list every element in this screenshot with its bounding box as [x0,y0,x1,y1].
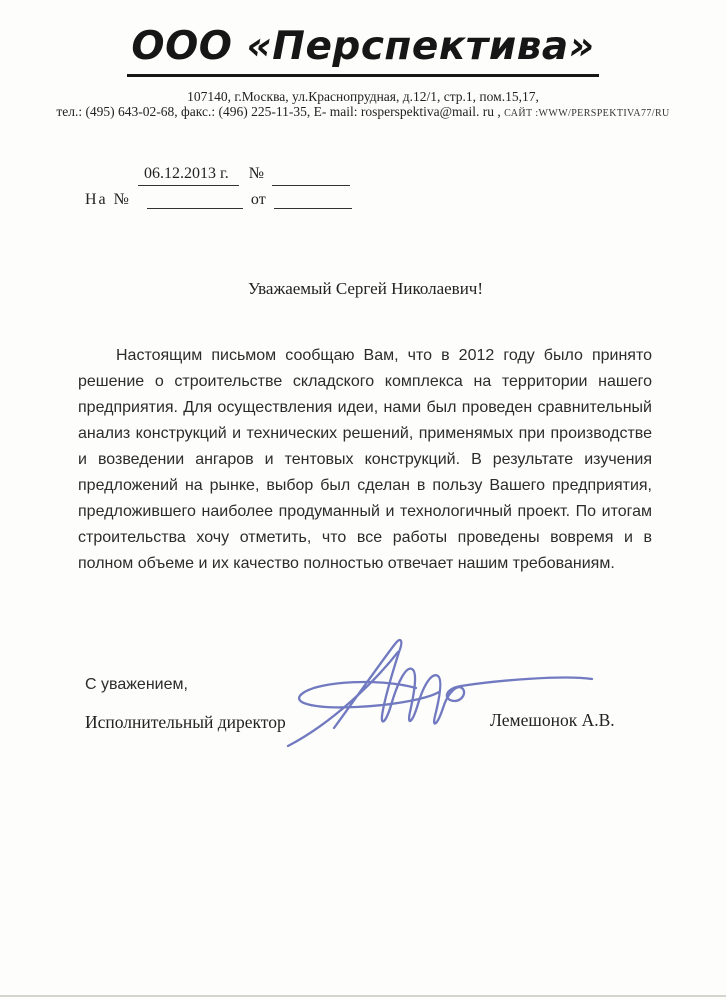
signer-name: Лемешонок А.В. [490,710,615,730]
letterhead [0,26,726,77]
scan-bottom-edge [0,995,726,997]
incoming-number-blank-field [147,192,243,209]
letterhead-contacts [0,90,726,121]
website-label: САЙТ :WWW/PERSPEKTIVA77/RU [504,107,670,119]
outgoing-number-blank-field [272,169,350,186]
contact-line [0,105,726,122]
closing-regards: С уважением, [85,676,188,693]
handwritten-signature-scribble [276,636,606,754]
outgoing-number-label: № [248,165,265,182]
salutation: Уважаемый Сергей Николаевич! [248,279,484,298]
letter-body-paragraph: Настоящим письмом сообщаю Вам, что в 2012 году было принято решение о строительстве складского комплекса на территории нашего предприятия. Для осуществления идеи, нами был проведен сравнительный анализ конструкций и технических решений, применямых при производстве и возведении ангаров и тентовых конструкций. В результате изучения предложений на рынке, выбор был сделан в пользу Вашего предприятия, предложившего наиболее продуманный и технологичный проект. По итогам строительства хочу отметить, что все работы проведены вовремя и в полном объеме и их качество полностью отвечает нашим требованиям. [78,347,652,572]
signer-title: Исполнительный директор [85,712,286,732]
incoming-date-label: от [250,191,266,208]
company-name: ООО «Перспектива» [127,26,598,77]
address-line: 107140, г.Москва, ул.Краснопрудная, д.12/1, стр.1, пом.15,17, [187,89,539,104]
incoming-number-label: На № [85,191,131,208]
incoming-date-blank-field [274,192,352,209]
phone-fax-email-text: тел.: (495) 643-02-68, факс.: (496) 225-11-35, E- mail: rosperspektiva@mail. ru , [56,103,501,119]
incoming-reference-row [85,191,352,209]
outgoing-reference-row [138,165,350,186]
letter-date-value: 06.12.2013 г. [138,165,239,186]
